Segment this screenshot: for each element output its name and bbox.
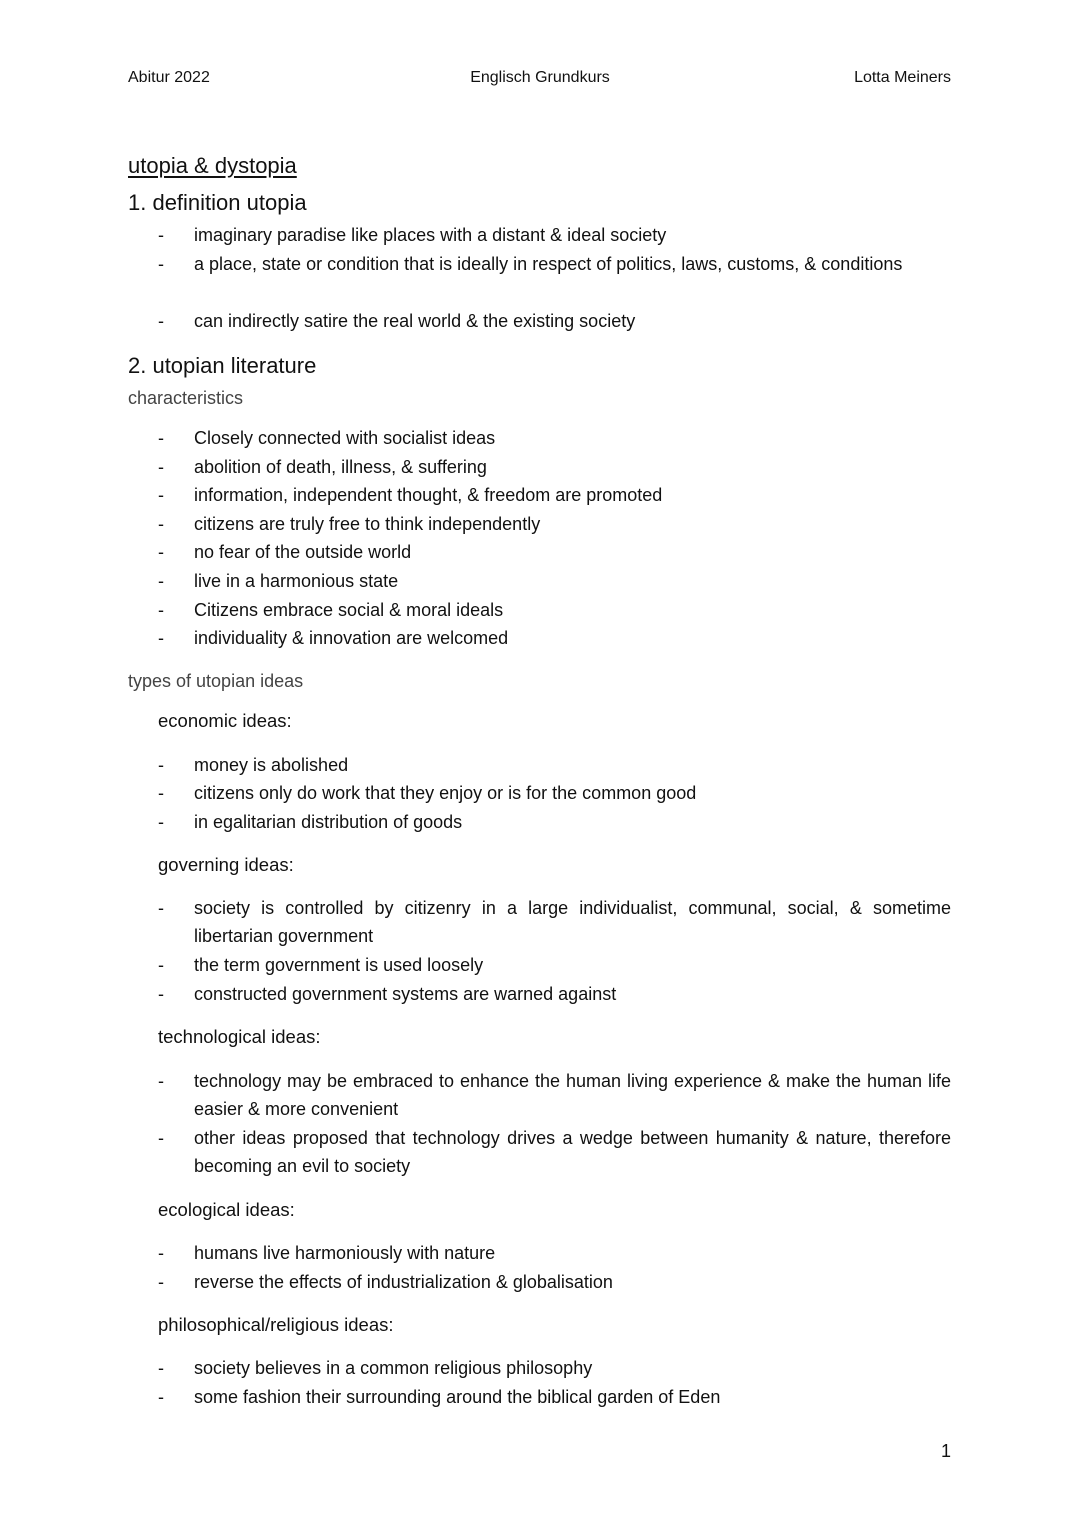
list-item: [158, 596, 951, 624]
bullet-dash: -: [158, 542, 164, 563]
group-heading: technological ideas:: [158, 1026, 321, 1047]
list-item: [158, 751, 951, 779]
header-left: Abitur 2022: [128, 69, 210, 86]
bullet-dash: -: [158, 456, 164, 477]
bullet-dash: -: [158, 599, 164, 620]
list-item: [158, 567, 951, 595]
list-item: [158, 221, 951, 249]
list-item: [158, 424, 951, 452]
header-right: Lotta Meiners: [854, 69, 951, 86]
list-item-text: live in a harmonious state: [194, 571, 399, 591]
page-number: 1: [940, 1441, 951, 1461]
group-heading: ecological ideas:: [158, 1199, 295, 1220]
list-item: [158, 1239, 951, 1267]
bullet-dash: -: [158, 428, 164, 448]
bullet-dash: -: [158, 571, 164, 591]
list-item: [158, 453, 951, 481]
bullet-dash: -: [158, 1071, 164, 1091]
list-item-text: some fashion their surrounding around the biblical garden of Eden: [194, 1387, 721, 1407]
section-heading: 1. definition utopia: [128, 190, 307, 215]
list-item-text: citizens only do work that they enjoy or is for the common good: [194, 783, 697, 803]
list-item-text: individuality & innovation are welcomed: [194, 628, 509, 649]
list-item-text: in egalitarian distribution of goods: [194, 812, 463, 832]
header-center: Englisch Grundkurs: [470, 69, 610, 86]
document-title: utopia & dystopia: [128, 153, 297, 178]
list-item-text: information, independent thought, & freedom are promoted: [194, 485, 663, 506]
list-item-text: society is controlled by citizenry in a large individualist, communal, social, & sometime libertarian government: [194, 898, 951, 946]
list-item-text: no fear of the outside world: [194, 542, 412, 563]
bullet-dash: -: [158, 1387, 164, 1407]
list-item: [158, 894, 951, 950]
bullet-dash: -: [158, 955, 164, 975]
bullet-dash: -: [158, 311, 164, 331]
list-item: [158, 980, 951, 1008]
list-item-text: other ideas proposed that technology drives a wedge between humanity & nature, therefore becoming an evil to society: [194, 1128, 951, 1176]
bullet-dash: -: [158, 485, 164, 506]
list-item-text: Citizens embrace social & moral ideals: [194, 599, 504, 620]
bullet-dash: -: [158, 1272, 164, 1292]
list-item-text: society believes in a common religious philosophy: [194, 1358, 593, 1378]
group-heading: governing ideas:: [158, 854, 294, 875]
list-item: [158, 538, 951, 566]
list-item: [158, 951, 951, 979]
list-item-text: technology may be embraced to enhance the human living experience & make the human life easier & more convenient: [194, 1071, 951, 1119]
bullet-dash: -: [158, 513, 164, 534]
subheading: characteristics: [128, 388, 244, 408]
section-heading: 2. utopian literature: [128, 353, 317, 378]
list-item: [158, 1067, 951, 1123]
group-heading: philosophical/religious ideas:: [158, 1314, 394, 1335]
list-item-text: Closely connected with socialist ideas: [194, 428, 496, 448]
list-item: [158, 1354, 951, 1382]
bullet-dash: -: [158, 783, 164, 803]
list-item: [158, 1268, 951, 1296]
bullet-dash: -: [158, 1358, 164, 1378]
list-item-text: constructed government systems are warned against: [194, 984, 617, 1004]
list-item-text: a place, state or condition that is ideally in respect of politics, laws, customs, & conditions: [194, 254, 903, 274]
bullet-dash: -: [158, 1128, 164, 1148]
bullet-dash: -: [158, 755, 164, 775]
subheading: types of utopian ideas: [128, 671, 304, 691]
list-item-text: the term government is used loosely: [194, 955, 484, 975]
list-item-text: can indirectly satire the real world & the existing society: [194, 311, 636, 331]
list-item: [158, 624, 951, 652]
list-item: [158, 808, 951, 836]
group-heading: economic ideas:: [158, 710, 292, 731]
bullet-dash: -: [158, 254, 164, 274]
bullet-dash: -: [158, 1243, 164, 1263]
list-item: [158, 1383, 951, 1411]
list-item-text: reverse the effects of industrialization & globalisation: [194, 1272, 613, 1292]
list-item-text: money is abolished: [194, 755, 349, 775]
list-item: [158, 481, 951, 509]
list-item: [158, 1124, 951, 1180]
bullet-dash: -: [158, 812, 164, 832]
bullet-dash: -: [158, 898, 164, 918]
list-item-text: humans live harmoniously with nature: [194, 1243, 496, 1263]
list-item: [158, 510, 951, 538]
list-item: [158, 250, 951, 278]
bullet-dash: -: [158, 984, 164, 1004]
list-item-text: citizens are truly free to think independently: [194, 513, 541, 534]
list-item-text: imaginary paradise like places with a distant & ideal society: [194, 225, 667, 245]
list-item-text: abolition of death, illness, & suffering: [194, 456, 487, 477]
bullet-dash: -: [158, 225, 164, 245]
list-item: [158, 779, 951, 807]
list-item: [158, 307, 951, 335]
bullet-dash: -: [158, 628, 164, 649]
